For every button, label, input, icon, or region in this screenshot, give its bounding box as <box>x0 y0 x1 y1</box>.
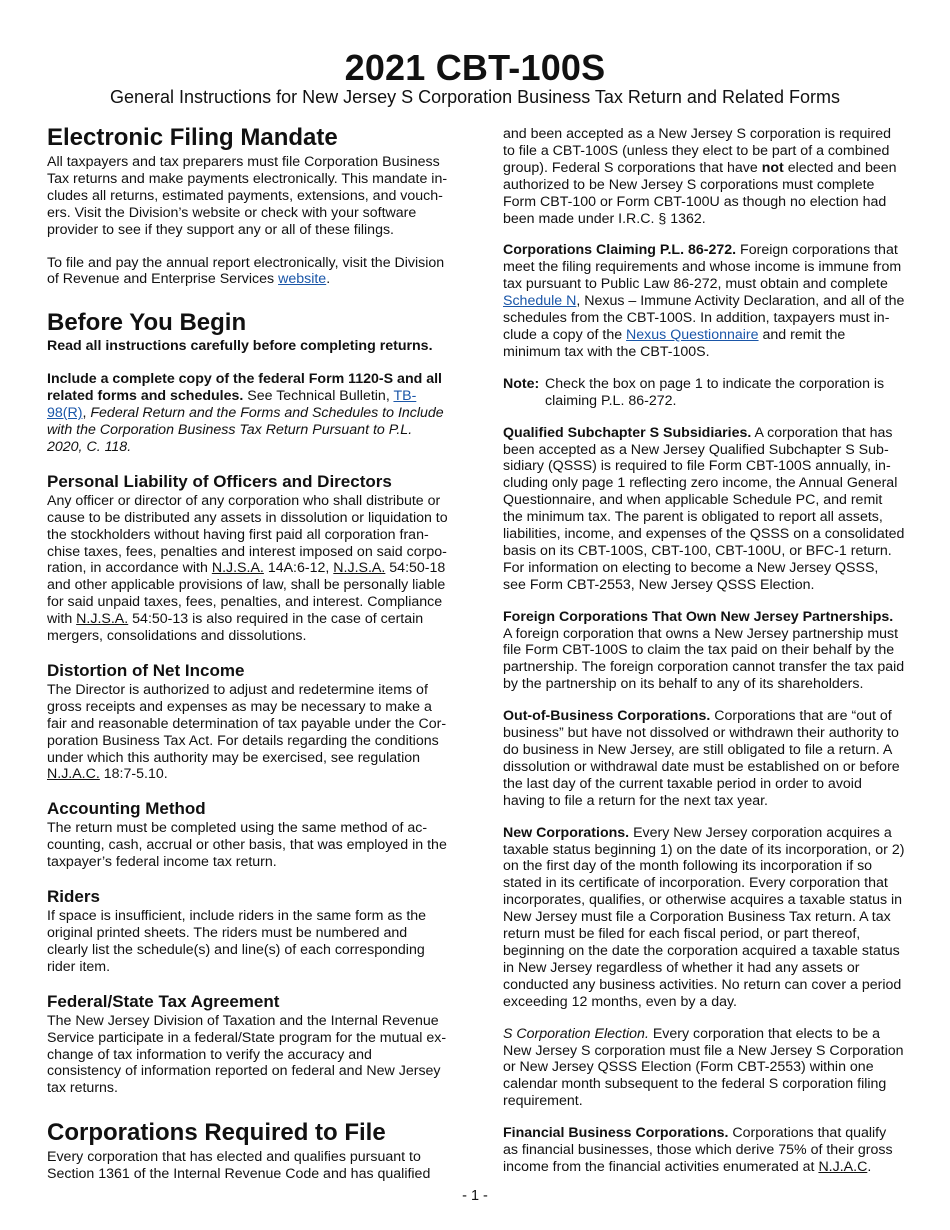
note-block <box>503 376 905 410</box>
schedule-n-link[interactable]: Schedule N <box>503 293 577 310</box>
new-corporations-text: Every New Jersey corporation acquires a taxable status beginning 1) on the date of its incorporation, or 2) on the first day of the month following its incorporation if so stated in its certificate of incorporation. Every corporation that incorporates, qualifies, or otherwise acquires a taxable status in New Jersey must file a Corporation Business Tax return. A tax return must be filed for each fiscal period, or part thereof, beginning on the date the corporation acquired a taxable status in New Jersey regardless of whether it had any assets or conducted any business activities. No return can cover a period exceeding 12 months, even by a day. <box>503 824 905 1010</box>
heading-corporations-required-to-file: Corporations Required to File <box>47 1119 386 1147</box>
tb-98r-title: Federal Return and the Forms and Schedules to Include with the Corporation Business Tax Return Pursuant to P.L. 2020, C. 118. <box>47 405 444 455</box>
nexus-questionnaire-link[interactable]: Nexus Questionnaire <box>626 326 759 343</box>
page-title: 2021 CBT-100S <box>344 47 606 88</box>
foreign-corporations-text: A foreign corporation that owns a New Jersey partnership must file Form CBT-100S to claim the tax paid on their behalf by the partnership. The foreign corporation cannot transfer the tax paid by the partnership on its behalf to any of its shareholders. <box>503 625 905 693</box>
left-column <box>47 124 449 1183</box>
out-of-business-paragraph <box>503 708 905 809</box>
financial-business-period: . <box>867 1158 872 1175</box>
qsss-heading: Qualified Subchapter S Subsidiaries. <box>503 424 752 441</box>
pl-86-272-heading: Corporations Claiming P.L. 86-272. <box>503 242 737 259</box>
distortion-text: The Director is authorized to adjust and redetermine items of gross receipts and expenses as may be necessary to make a fair and reasonable determination of tax payable under the Corporation Business Tax Act. For details regarding the conditions under which this authority may be exercised, see regulation <box>47 681 447 766</box>
qsss-text: A corporation that has been accepted as a New Jersey Qualified Subchapter S Subsidiary (QSSS) is required to file Form CBT-100S annually, including only page 1 reflecting zero income, the Annual General Questionnaire, and when applicable Schedule PC, and remit the minimum tax. The parent is obligated to report all assets, liabilities, income, and expenses of the QSSS on a consolidated basis on its CBT-100S, CBT-100, CBT-100U, or BFC-1 return. For information on electing to become a New Jersey QSSS, see Form CBT-2553, New Jersey QSSS Election. <box>503 424 905 593</box>
qsss-paragraph <box>503 425 905 594</box>
efm-website-period: . <box>326 271 331 288</box>
out-of-business-text: Corporations that are “out of business” but have not dissolved or withdrawn their authority to do business in New Jersey, are still obligated to file a return. A dissolution or withdrawal date must be established on or before the last day of the current taxable period in order to avoid having to file a return for the next tax year. <box>503 708 900 809</box>
federal-state-agreement-paragraph: The New Jersey Division of Taxation and the Internal Revenue Service participate in a federal/State program for the mutual exchange of tax information to verify the accuracy and consistency of information reported on federal and New Jersey tax returns. <box>47 1012 447 1097</box>
njsa-citation: N.J.S.A. <box>211 560 264 577</box>
s-corporation-election-paragraph <box>503 1026 905 1111</box>
efm-website-paragraph <box>47 255 449 289</box>
liability-text-4: 54:50-13 is also required in the case of certain mergers, consolidations and dissolutions. <box>47 611 424 645</box>
not-emphasis: not <box>761 159 784 176</box>
pl-text-2: , Nexus – Immune Activity Declaration, and all of the schedules from the CBT-100S. In addition, taxpayers must include a copy of the <box>503 293 905 343</box>
riders-paragraph: If space is insufficient, include riders in the same form as the original printed sheets. The riders must be numbered and clearly list the schedule(s) and line(s) of each corresponding rider item. <box>47 908 427 975</box>
efm-paragraph: All taxpayers and tax preparers must file Corporation Business Tax returns and make payments electronically. This mandate includes all returns, estimated payments, extensions, and vouchers. Visit the Division’s website or check with your software provider to see if they support any or all of these filings. <box>47 154 448 238</box>
heading-federal-state-agreement: Federal/State Tax Agreement <box>47 991 280 1011</box>
distortion-citation-number: 18:7-5.10. <box>99 766 168 783</box>
liability-text-3: 54:50-18 and other applicable provisions of law, shall be personally liable for said unpaid taxes, fees, penalties, and interest. Compliance with <box>47 560 446 628</box>
efm-website-text: To file and pay the annual report electronically, visit the Division of Revenue and Enterprise Services <box>47 254 445 288</box>
foreign-corporations-paragraph <box>503 609 905 694</box>
liability-text-2: 14A:6-12, <box>263 560 334 577</box>
accounting-method-paragraph: The return must be completed using the same method of accounting, cash, accrual or other basis, that was employed in the taxpayer’s federal income tax return. <box>47 820 447 871</box>
continued-text-1: and been accepted as a New Jersey S corporation is required to file a CBT-100S (unless they elect to be part of a combined group). Federal S corporations that have <box>503 126 892 176</box>
new-corporations-heading: New Corporations. <box>503 824 630 841</box>
heading-personal-liability: Personal Liability of Officers and Directors <box>47 471 392 491</box>
heading-electronic-filing-mandate: Electronic Filing Mandate <box>47 124 338 151</box>
pl-86-272-paragraph <box>503 242 905 360</box>
personal-liability-paragraph <box>47 493 449 645</box>
tb-comma: , <box>82 405 91 422</box>
note-label: Note: <box>503 375 540 392</box>
continued-text-2: elected and been authorized to be New Jersey S corporations must complete Form CBT-100 or Form CBT-100U as though no election had been made under I.R.C. § 1362. <box>503 159 897 227</box>
financial-business-text: Corporations that qualify as financial businesses, those which derive 75% of their gross income from the financial activities enumerated at <box>503 1125 893 1175</box>
see-technical-bulletin: See Technical Bulletin, <box>243 388 394 405</box>
heading-riders: Riders <box>47 887 100 907</box>
page-subtitle: General Instructions for New Jersey S Corporation Business Tax Return and Related Forms <box>110 87 840 107</box>
distortion-paragraph <box>47 682 449 783</box>
page-number: - 1 - <box>462 1188 488 1204</box>
njsa-citation: N.J.S.A. <box>76 611 129 628</box>
required-to-file-paragraph: Every corporation that has elected and qualifies pursuant to Section 1361 of the Internal Revenue Code and has qualified <box>47 1149 431 1183</box>
pl-text-3: and remit the minimum tax with the CBT-100S. <box>503 326 846 360</box>
liability-text-1: Any officer or director of any corporation who shall distribute or cause to be distributed any assets in dissolution or liquidation to the stockholders without having first paid all corporation franchise taxes, fees, penalties and interest imposed on said corporation, in accordance with <box>47 492 448 577</box>
include-federal-form-paragraph <box>47 371 449 456</box>
heading-accounting-method: Accounting Method <box>47 799 206 819</box>
heading-distortion-net-income: Distortion of Net Income <box>47 660 245 680</box>
dores-website-link[interactable]: website <box>278 271 327 288</box>
note-text: Check the box on page 1 to indicate the corporation is claiming P.L. 86-272. <box>545 375 885 409</box>
tb-98r-link[interactable]: TB-98(R) <box>47 388 417 422</box>
njac-citation: N.J.A.C <box>818 1158 868 1175</box>
njac-citation: N.J.A.C. <box>47 766 100 783</box>
include-federal-form-bold: Include a complete copy of the federal Form 1120-S and all related forms and schedules. <box>47 371 442 405</box>
njsa-citation: N.J.S.A. <box>333 560 386 577</box>
read-all-instructions: Read all instructions carefully before completing returns. <box>47 338 433 355</box>
required-to-file-continued <box>503 126 905 227</box>
s-corporation-election-heading: S Corporation Election. <box>503 1025 649 1042</box>
new-corporations-paragraph <box>503 825 905 1011</box>
foreign-corporations-heading: Foreign Corporations That Own New Jersey Partnerships. <box>503 608 894 625</box>
out-of-business-heading: Out-of-Business Corporations. <box>503 708 711 725</box>
pl-text-1: Foreign corporations that meet the filing requirements and whose income is immune from tax pursuant to Public Law 86-272, must obtain and complete <box>503 242 902 293</box>
financial-business-paragraph <box>503 1125 905 1176</box>
heading-before-you-begin: Before You Begin <box>47 309 247 337</box>
right-column <box>503 126 905 1176</box>
s-corporation-election-text: Every corporation that elects to be a New Jersey S corporation must file a New Jersey S Corporation or New Jersey QSSS Election (Form CBT-2553) within one calendar month subsequent to the federal S corporation filing requirement. <box>503 1025 904 1110</box>
financial-business-heading: Financial Business Corporations. <box>503 1125 729 1142</box>
